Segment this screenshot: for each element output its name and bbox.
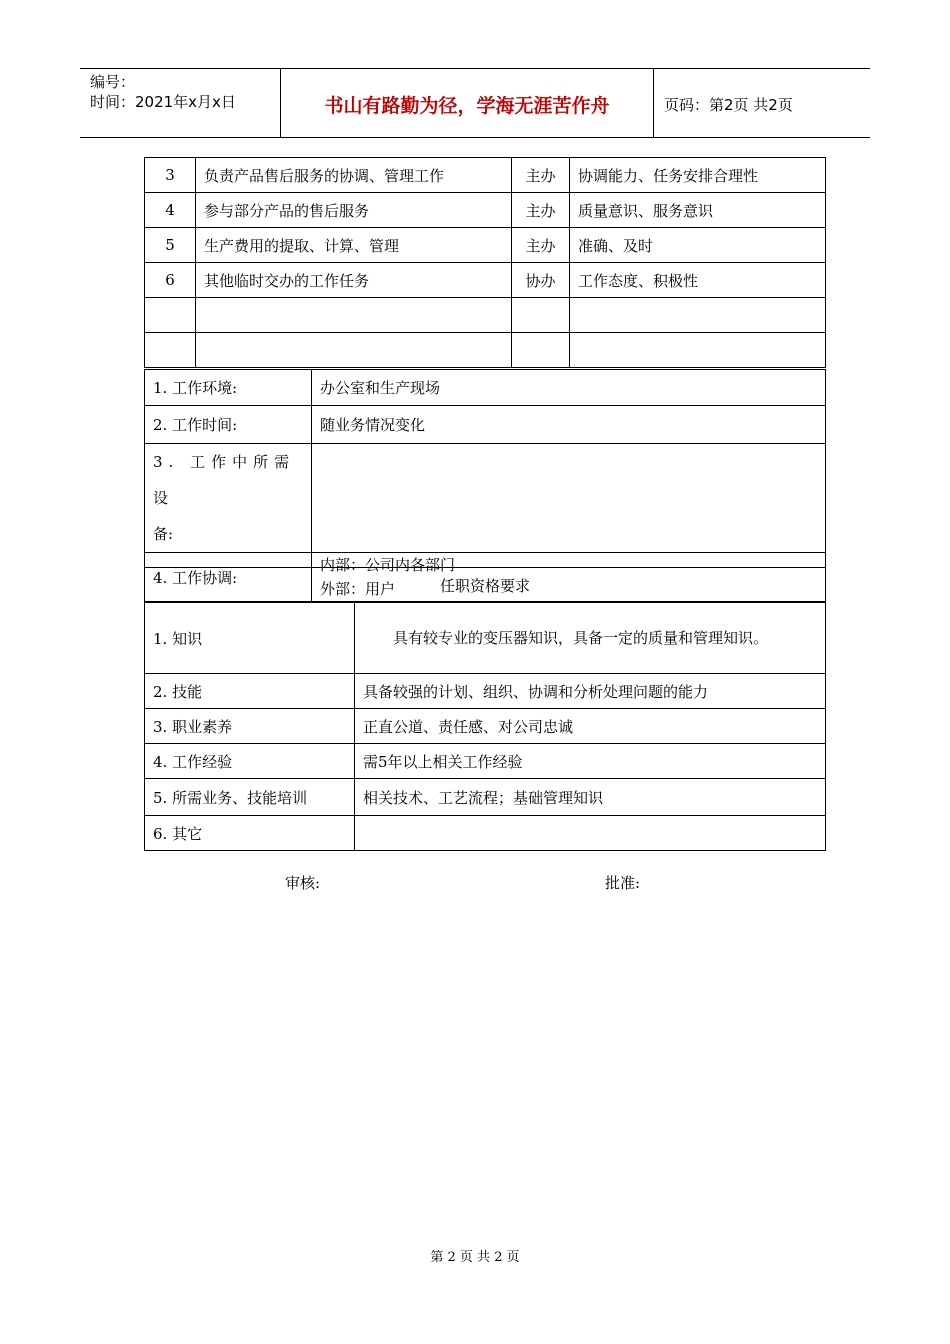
table-row-empty bbox=[145, 333, 826, 368]
table-row bbox=[145, 228, 826, 263]
qualification-value: 具备较强的计划、组织、协调和分析处理问题的能力 bbox=[355, 674, 826, 709]
qualifications-table bbox=[144, 567, 826, 851]
empty-cell bbox=[512, 333, 570, 368]
table-row bbox=[145, 603, 826, 674]
header-page-info: 页码：第2页 共2页 bbox=[664, 96, 793, 114]
empty-cell bbox=[512, 298, 570, 333]
empty-cell bbox=[145, 298, 196, 333]
qualification-label: 1. 知识 bbox=[145, 603, 355, 674]
qualification-label: 2. 技能 bbox=[145, 674, 355, 709]
empty-cell bbox=[196, 298, 512, 333]
header-right bbox=[654, 69, 870, 137]
duty-role: 协办 bbox=[512, 263, 570, 298]
table-row bbox=[145, 263, 826, 298]
duty-number: 5 bbox=[145, 228, 196, 263]
qualification-label: 4. 工作经验 bbox=[145, 744, 355, 779]
document-time-label: 时间：2021年x月x日 bbox=[90, 93, 236, 111]
table-row bbox=[145, 744, 826, 779]
table-row bbox=[145, 158, 826, 193]
document-number-label: 编号： bbox=[90, 73, 136, 91]
table-row bbox=[145, 406, 826, 444]
table-row bbox=[145, 444, 826, 553]
qualification-label: 6. 其它 bbox=[145, 816, 355, 851]
equipment-label-line2: 备: bbox=[153, 525, 174, 543]
duty-number: 4 bbox=[145, 193, 196, 228]
table-row bbox=[145, 193, 826, 228]
duty-task: 生产费用的提取、计算、管理 bbox=[196, 228, 512, 263]
duty-criteria: 协调能力、任务安排合理性 bbox=[570, 158, 826, 193]
approve-label: 批准: bbox=[605, 874, 641, 892]
empty-cell bbox=[145, 333, 196, 368]
table-row bbox=[145, 370, 826, 406]
empty-cell bbox=[196, 333, 512, 368]
page-header bbox=[80, 68, 870, 138]
coordination-external: 外部：用户 bbox=[320, 580, 396, 598]
qualifications-title: 任职资格要求 bbox=[145, 568, 826, 603]
duty-role: 主办 bbox=[512, 228, 570, 263]
env-value: 办公室和生产现场 bbox=[312, 370, 826, 406]
table-row bbox=[145, 709, 826, 744]
page-footer: 第 2 页 共 2 页 bbox=[430, 1250, 520, 1265]
coordination-internal: 内部：公司内各部门 bbox=[320, 556, 456, 574]
table-row bbox=[145, 779, 826, 816]
env-label: 1. 工作环境: bbox=[145, 370, 312, 406]
qualification-value: 具有较专业的变压器知识，具备一定的质量和管理知识。 bbox=[355, 603, 826, 674]
duty-task: 负责产品售后服务的协调、管理工作 bbox=[196, 158, 512, 193]
duty-criteria: 工作态度、积极性 bbox=[570, 263, 826, 298]
duty-number: 6 bbox=[145, 263, 196, 298]
qualification-label: 3. 职业素养 bbox=[145, 709, 355, 744]
qualification-value: 相关技术、工艺流程；基础管理知识 bbox=[355, 779, 826, 816]
duty-task: 其他临时交办的工作任务 bbox=[196, 263, 512, 298]
table-row bbox=[145, 674, 826, 709]
equipment-label-line1: 3. 工作中所需设 bbox=[153, 453, 296, 507]
header-left bbox=[80, 69, 281, 137]
duty-role: 主办 bbox=[512, 193, 570, 228]
work-time-label: 2. 工作时间: bbox=[145, 406, 312, 444]
duty-role: 主办 bbox=[512, 158, 570, 193]
table-row-empty bbox=[145, 298, 826, 333]
qualification-label: 5. 所需业务、技能培训 bbox=[145, 779, 355, 816]
empty-cell bbox=[570, 298, 826, 333]
work-time-value: 随业务情况变化 bbox=[312, 406, 826, 444]
duty-task: 参与部分产品的售后服务 bbox=[196, 193, 512, 228]
review-label: 审核: bbox=[285, 874, 321, 892]
duty-criteria: 准确、及时 bbox=[570, 228, 826, 263]
duty-criteria: 质量意识、服务意识 bbox=[570, 193, 826, 228]
header-middle bbox=[281, 69, 654, 137]
table-row bbox=[145, 816, 826, 851]
table-row bbox=[145, 568, 826, 603]
qualification-value: 正直公道、责任感、对公司忠诚 bbox=[355, 709, 826, 744]
qualification-value: 需5年以上相关工作经验 bbox=[355, 744, 826, 779]
equipment-value bbox=[312, 444, 826, 553]
equipment-label bbox=[145, 444, 312, 553]
duty-number: 3 bbox=[145, 158, 196, 193]
coordination-label: 4. 工作协调: bbox=[145, 553, 312, 602]
empty-cell bbox=[570, 333, 826, 368]
header-motto: 书山有路勤为径，学海无涯苦作舟 bbox=[324, 95, 610, 117]
qualification-value bbox=[355, 816, 826, 851]
duties-table bbox=[144, 157, 826, 368]
